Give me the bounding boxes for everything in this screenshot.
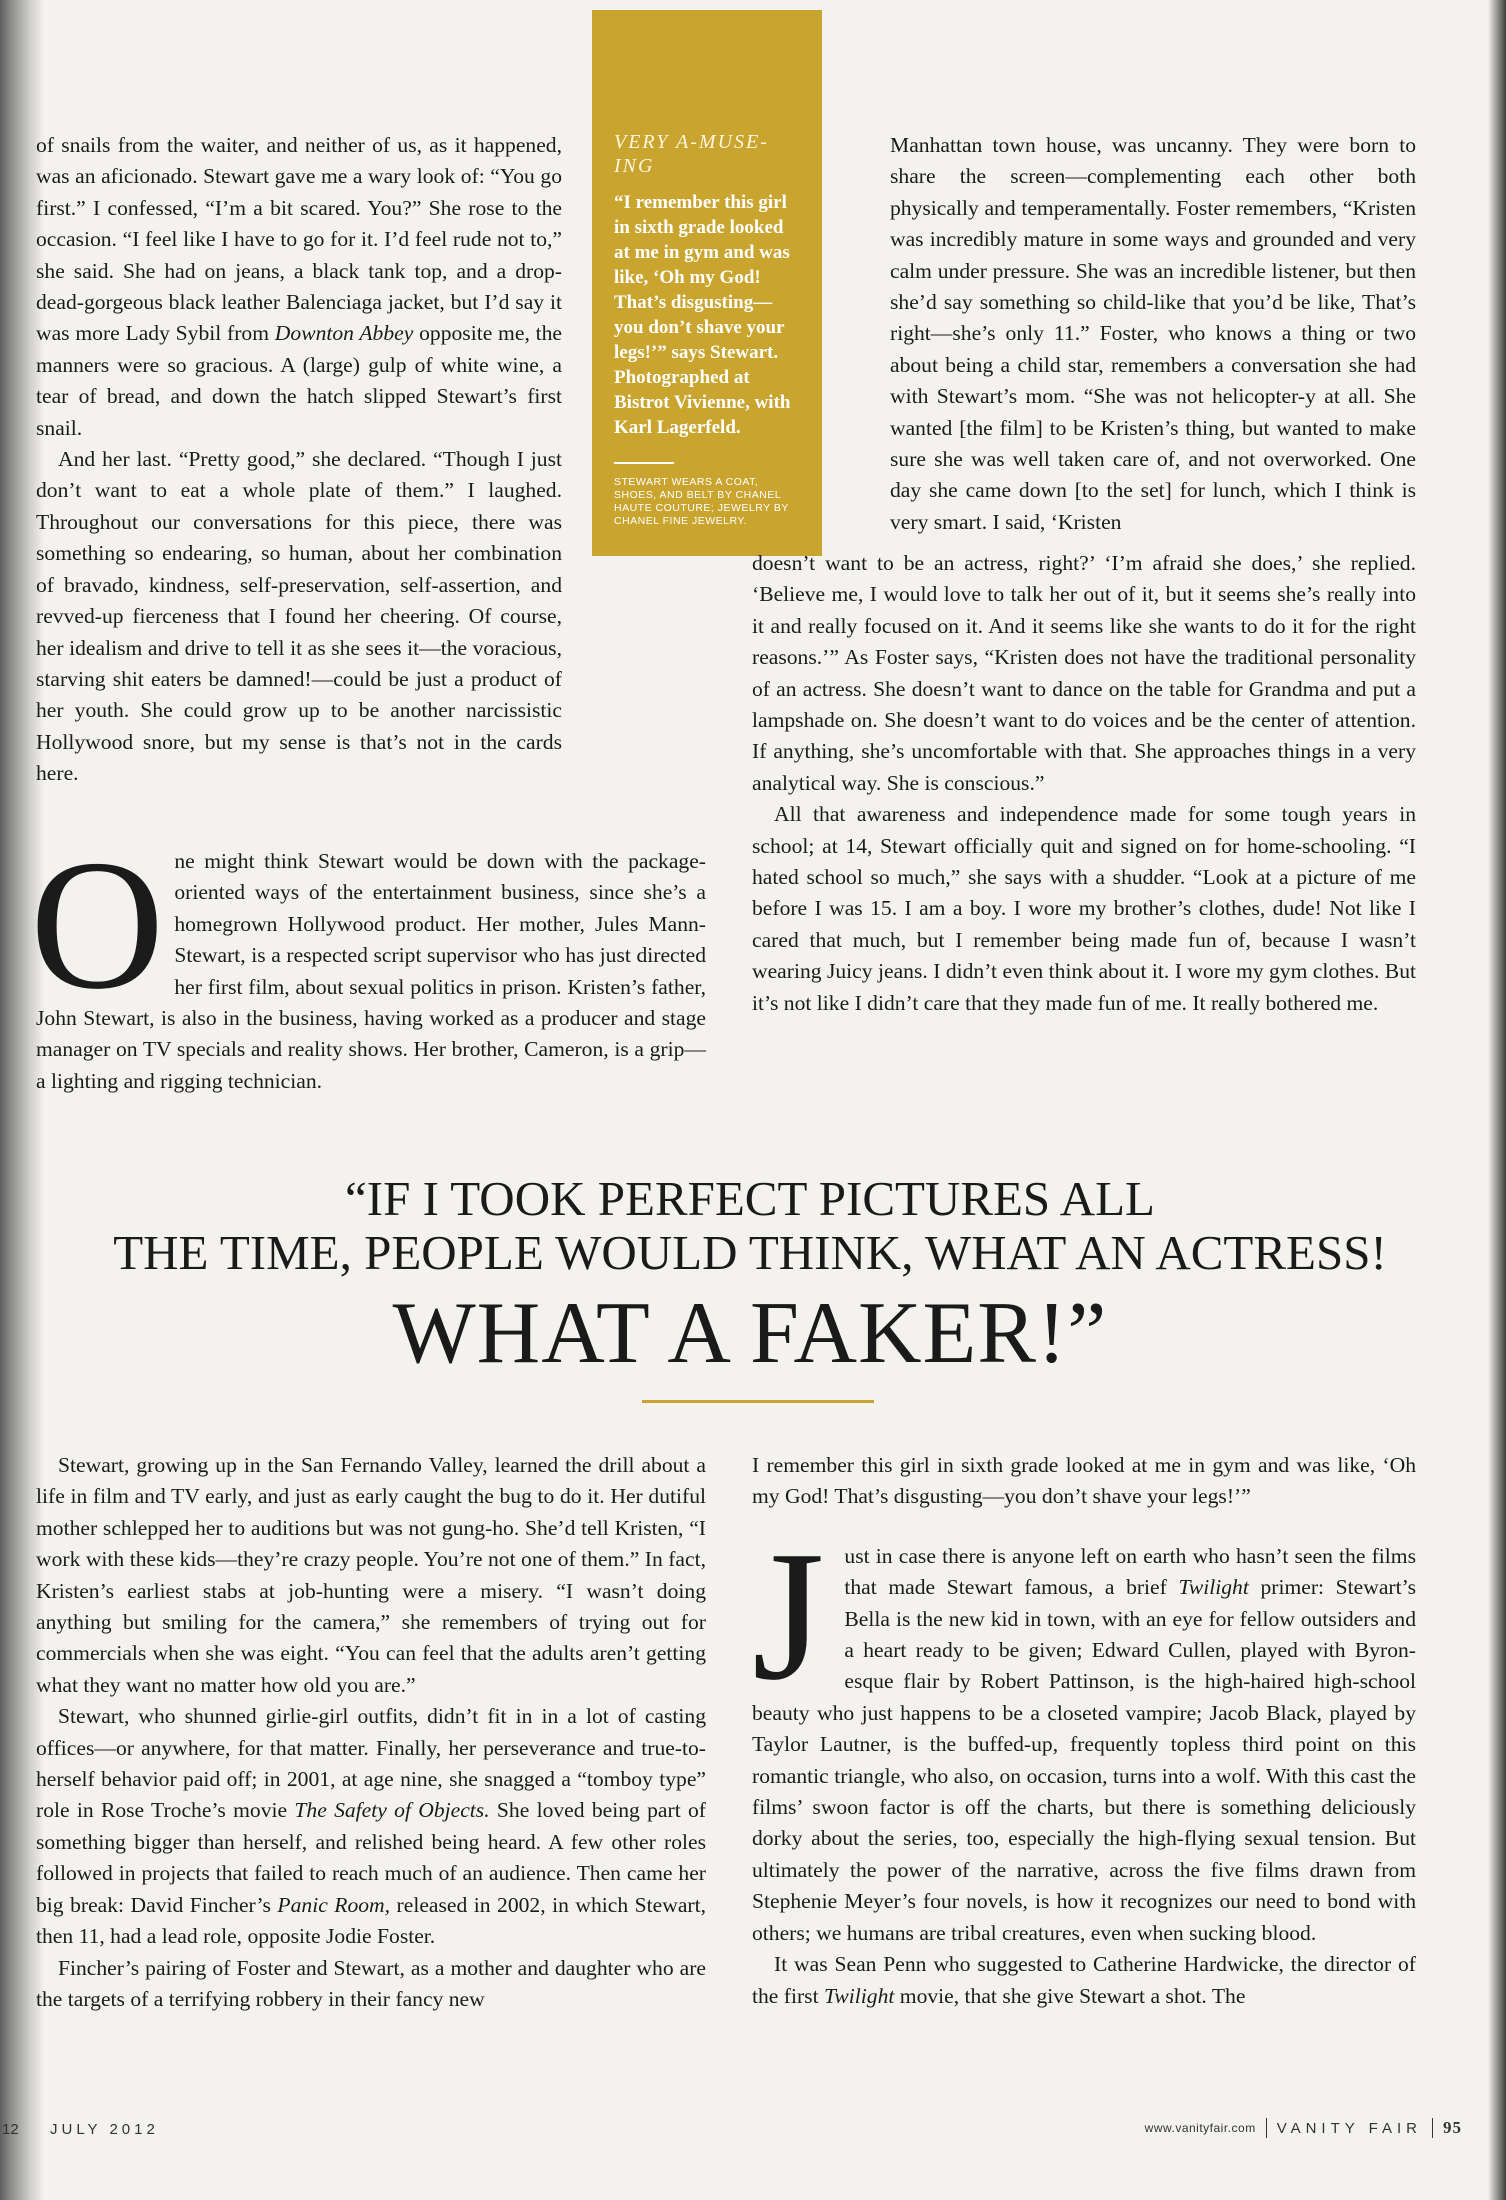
caption-credit: STEWART WEARS A COAT, SHOES, AND BELT BY CHANEL HAUTE COUTURE; JEWELRY BY CHANEL FINE JEWELRY.	[614, 476, 789, 527]
paragraph: Just in case there is anyone left on earth who hasn’t seen the films that made Stewart famous, a brief Twilight primer: Stewart’s Bella is the new kid in town, with an eye for fellow outsiders and a heart ready to be given; Edward Cullen, played with Byron-esque flair by Robert Pattinson, is the high-haired high-school beauty who just happens to be a closeted vampire; Jacob Black, played by Taylor Lautner, is the buffed-up, frequently topless third point on this romantic triangle, who also, on occasion, turns into a wolf. With this cast the films’ swoon factor is off the charts, but there is something deliciously dorky about the series, too, especially the high-flying sexual tension. But ultimately the power of the narrative, across the five films drawn from Stephenie Meyer’s four novels, is how it recognizes our need to bond with others; we humans are tribal creatures, even when sucking blood.	[752, 1512, 1416, 1945]
paragraph: doesn’t want to be an actress, right?’ ‘I’m afraid she does,’ she replied. ‘Believe me, I would love to talk her out of it, but it seems she’s really into it and really focused on it. And it seems like she wants to do it for the right reasons.’” As Foster says, “Kristen does not have the traditional personality of an actress. She doesn’t want to dance on the table for Grandma and put a lampshade on. She doesn’t want to do voices and be the center of attention. If anything, she’s uncomfortable with that. She approaches things in a very analytical way. She is conscious.”	[752, 551, 1416, 795]
pull-quote-rule	[642, 1400, 874, 1403]
pull-quote-line-2: THE TIME, PEOPLE WOULD THINK, WHAT AN ACTRESS!	[113, 1225, 1387, 1280]
drop-cap-J: J	[752, 1512, 825, 1719]
paragraph: And her last. “Pretty good,” she declared. “Though I just don’t want to eat a whole plate of them.” I laughed. Throughout our conversations for this piece, there was something so endearing, so human, about her combination of bravado, kindness, self-preservation, self-assertion, and revved-up fierceness that I found her cheering. Of course, her idealism and drive to tell it as she sees it—the voracious, starving shit eaters be damned!—could be just a product of her youth. She could grow up to be another narcissistic Hollywood snore, but my sense is that’s not in the cards here.	[36, 447, 562, 786]
article-column-right-top	[890, 130, 1416, 538]
caption-heading: VERY A-MUSE-ING	[614, 131, 769, 177]
caption-quote: “I remember this girl in sixth grade looked at me in gym and was like, ‘Oh my God! That’s disgusting—you don’t shave your legs!’” says Stewart. Photographed at Bistrot Vivienne, with Karl Lagerfeld.	[614, 192, 791, 438]
caption-divider	[614, 462, 674, 464]
article-column-right-bottom	[752, 1450, 1416, 2012]
article-column-right-mid	[752, 548, 1416, 1019]
article-column-left-dropcap	[30, 822, 706, 1097]
photo-caption-box	[592, 10, 822, 556]
drop-cap-O: O	[30, 822, 165, 1028]
pull-quote-line-3: WHAT A FAKER!”	[392, 1285, 1108, 1382]
paragraph: It was Sean Penn who suggested to Catherine Hardwicke, the director of the first Twilight movie, that she give Stewart a shot. The	[752, 1952, 1416, 2008]
paragraph: Fincher’s pairing of Foster and Stewart, as a mother and daughter who are the targets of a terrifying robbery in their fancy new	[36, 1955, 706, 2011]
paragraph: of snails from the waiter, and neither of us, as it happened, was an aficionado. Stewart gave me a wary look of: “You go first.” I confessed, “I’m a bit scared. You?” She rose to the occasion. “I feel like I have to go for it. I’d feel rude not to,” she said. She had on jeans, a black tank top, and a drop-dead-gorgeous black leather Balenciaga jacket, but I’d say it was more Lady Sybil from Downton Abbey opposite me, the manners were so gracious. A (large) gulp of white wine, a tear of bread, and down the hatch slipped Stewart’s first snail.	[36, 133, 562, 440]
paragraph: Stewart, who shunned girlie-girl outfits, didn’t fit in in a lot of casting offices—or anywhere, for that matter. Finally, her perseverance and true-to-herself behavior paid off; in 2001, at age nine, she snagged a “tomboy type” role in Rose Troche’s movie The Safety of Objects. She loved being part of something bigger than herself, and relished being heard. A few other roles followed in projects that failed to reach much of an audience. Then came her big break: David Fincher’s Panic Room, released in 2002, in which Stewart, then 11, had a lead role, opposite Jodie Foster.	[36, 1704, 707, 1949]
page-number: 95	[1443, 2118, 1462, 2137]
folio-divider	[1266, 2118, 1267, 2138]
issue-date: JULY 2012	[50, 2121, 159, 2138]
paragraph: Stewart, growing up in the San Fernando Valley, learned the drill about a life in film and TV early, and just as early caught the bug to do it. Her dutiful mother schlepped her to auditions but was not gung-ho. She’d tell Kristen, “I work with these kids—they’re crazy people. You’re not one of them.” In fact, Kristen’s earliest stabs at job-hunting were a misery. “I wasn’t doing anything but smiling for the camera,” she remembers of trying out for commercials when she was eight. “You can feel that the adults aren’t getting what they want no matter how old you are.”	[36, 1453, 706, 1697]
paragraph: All that awareness and independence made for some tough years in school; at 14, Stewart officially quit and signed on for home-schooling. “I hated school so much,” she says with a shudder. “Look at a picture of me before I was 15. I am a boy. I wore my brother’s clothes, dude! Not like I cared that much, but I remember being made fun of, because I wasn’t wearing Juicy jeans. I didn’t even think about it. I wore my gym clothes. But it’s not like I didn’t care that they made fun of me. It really bothered me.	[752, 802, 1416, 1015]
paragraph: I remember this girl in sixth grade looked at me in gym and was like, ‘Oh my God! That’s disgusting—you don’t shave your legs!’”	[752, 1453, 1416, 1509]
website-url: www.vanityfair.com	[1144, 2121, 1256, 2135]
folio-right	[1145, 2118, 1462, 2138]
article-column-left-bottom	[36, 1450, 706, 2015]
pull-quote-line-1: “IF I TOOK PERFECT PICTURES ALL	[345, 1171, 1155, 1226]
article-column-left-top	[36, 130, 562, 790]
edge-page-number: 12	[2, 2121, 19, 2138]
magazine-name: VANITY FAIR	[1276, 2119, 1422, 2137]
paragraph: Manhattan town house, was uncanny. They were born to share the screen—complementing each other both physically and temperamentally. Foster remembers, “Kristen was incredibly mature in some ways and grounded and very calm under pressure. She was an incredible listener, but then she’d say something so child-like that you’d be like, That’s right—she’s only 11.” Foster, who knows a thing or two about being a child star, remembers a conversation she had with Stewart’s mom. “She was not helicopter-y at all. She wanted [the film] to be Kristen’s thing, but wanted to make sure she was well taken care of, and not overworked. One day she came down [to the set] for lunch, which I think is very smart. I said, ‘Kristen	[890, 133, 1416, 534]
paragraph: One might think Stewart would be down with the package-oriented ways of the entertainment business, since she’s a homegrown Hollywood product. Her mother, Jules Mann-Stewart, is a respected script supervisor who has just directed her first film, about sexual politics in prison. Kristen’s father, John Stewart, is also in the business, having worked as a producer and stage manager on TV specials and reality shows. Her brother, Cameron, is a grip—a lighting and rigging technician.	[30, 822, 706, 1093]
page-edge-shadow	[1488, 0, 1506, 2200]
folio-divider	[1432, 2118, 1433, 2138]
